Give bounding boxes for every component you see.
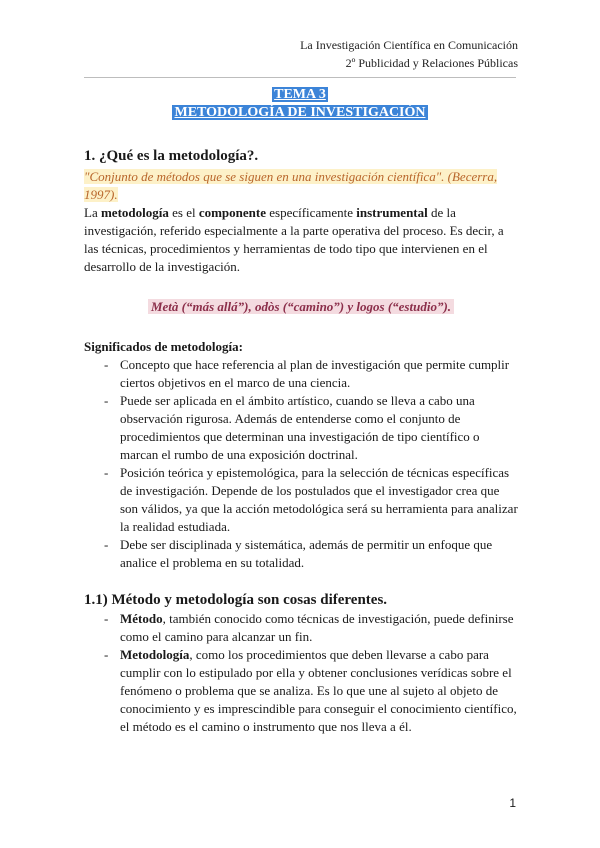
intro-paragraph: La metodología es el componente específicamente instrumental de la investigación, referido especialmente a la parte operativa del proceso. Es decir, a las técnicas, procedimientos y herramientas de todo tipo que intervienen en el desarrollo de la investigación. xyxy=(84,205,504,274)
header-course: La Investigación Científica en Comunicación xyxy=(300,38,518,52)
list-item: - Puede ser aplicada en el ámbito artístico, cuando se lleva a cabo una observación rigurosa. Además de entenderse como el conjunto de procedimientos que determinan una investigación de tipo científico o marcan el rumbo de una exposición doctrinal. xyxy=(104,393,480,462)
meanings-list xyxy=(84,356,518,572)
list-item: - Posición teórica y epistemológica, para la selección de técnicas específicas de investigación. Depende de los postulados que el investigador crea que son válidos, ya que la acción metodológica será su herramienta para analizar la realidad estudiada. xyxy=(104,465,518,534)
list-item: - Debe ser disciplinada y sistemática, además de permitir un enfoque que analice el problema en su totalidad. xyxy=(104,537,493,570)
term-metodo: Método xyxy=(120,611,163,626)
title-topic-number: TEMA 3 xyxy=(274,87,326,102)
list-item: - Concepto que hace referencia al plan de investigación que permite cumplir ciertos objetivos en el marco de una ciencia. xyxy=(104,357,510,390)
definition-quote: "Conjunto de métodos que se siguen en una investigación científica". (Becerra, 1997). xyxy=(84,169,498,202)
list-item: - Método, también conocido como técnicas de investigación, puede definirse como el camino para alcanzar un fin. xyxy=(104,611,514,644)
document-title xyxy=(84,86,516,122)
page-header xyxy=(300,36,518,72)
method-list xyxy=(84,610,518,736)
document-body xyxy=(84,146,518,736)
keyword-componente: componente xyxy=(198,205,266,220)
subsection-heading: 1.1) Método y metodología son cosas diferentes. xyxy=(84,592,388,608)
title-topic-name: METODOLOGÍA DE INVESTIGACIÓN xyxy=(174,105,426,120)
section-heading: 1. ¿Qué es la metodología?. xyxy=(84,148,259,164)
list-item: - Metodología, como los procedimientos que deben llevarse a cabo para cumplir con lo estipulado por ella y obtener conclusiones verídicas sobre el fenómeno o problema que se analiza. Es lo que une al sujeto al objeto de conocimiento y es imprescindible para conseguir el conocimiento científico, el método es el camino o instrumento que nos lleva a él. xyxy=(104,647,517,734)
page-number: 1 xyxy=(509,796,516,810)
meanings-label: Significados de metodología: xyxy=(84,339,243,354)
etymology-line xyxy=(84,298,518,316)
header-degree: 2º Publicidad y Relaciones Públicas xyxy=(345,56,518,70)
term-metodologia: Metodología xyxy=(120,647,190,662)
keyword-instrumental: instrumental xyxy=(356,205,428,220)
keyword-metodologia: metodología xyxy=(100,205,169,220)
header-divider xyxy=(84,77,516,78)
etymology-highlight: Metà (“más allá”), odòs (“camino”) y logos (“estudio”). xyxy=(148,299,454,314)
